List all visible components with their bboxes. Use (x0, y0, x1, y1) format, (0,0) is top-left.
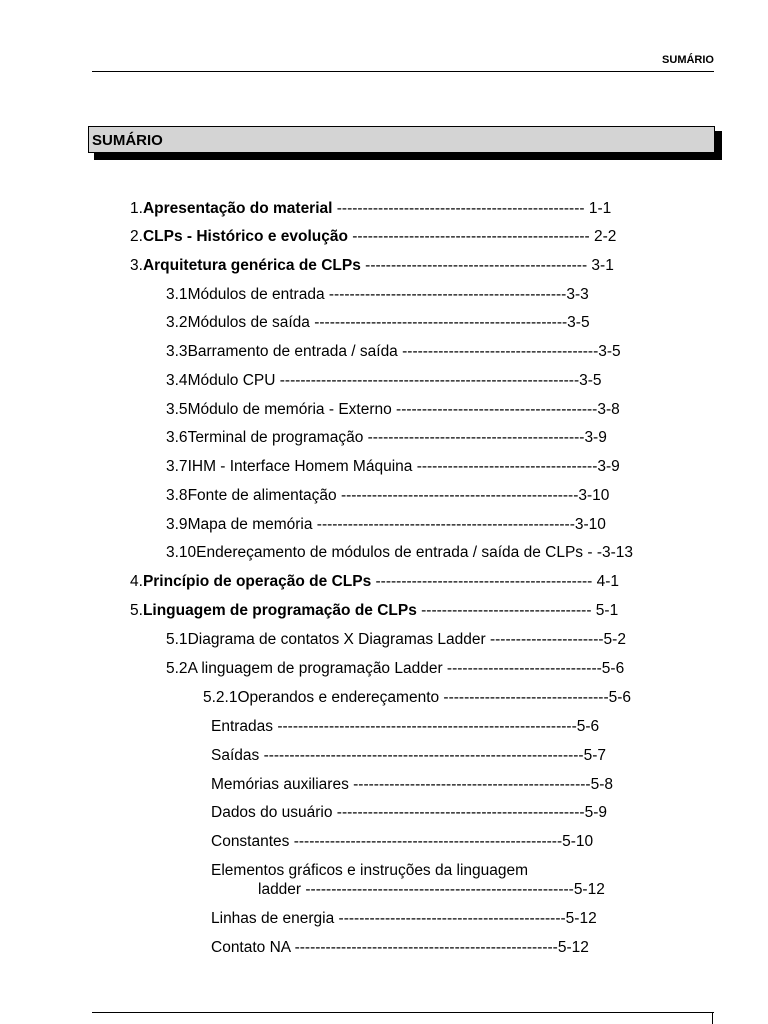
toc-entry-title: Dados do usuário (211, 804, 333, 821)
toc-entry-page: 3-9 (584, 429, 607, 446)
toc-entry-leader: ------------------------------------------------ (332, 804, 585, 821)
toc-entry[interactable] (166, 544, 633, 562)
toc-entry-leader: ---------------------------------------------- (336, 487, 579, 504)
toc-entry-number: 3.9 (166, 516, 188, 533)
toc-entry-title: Operandos e endereçamento (237, 689, 440, 706)
toc-entry-page: 1-1 (584, 200, 612, 217)
toc-entry-title: Entradas (211, 718, 274, 735)
toc-entry-page: 3-13 (602, 544, 634, 561)
toc-entry[interactable] (130, 602, 618, 620)
toc-entry[interactable] (166, 631, 626, 649)
toc-entry-page: 3-8 (597, 401, 620, 418)
toc-entry[interactable] (211, 747, 606, 765)
toc-entry-page: 5-12 (565, 910, 597, 927)
toc-entry-number: 3.8 (166, 487, 188, 504)
toc-entry[interactable] (211, 910, 597, 928)
toc-entry-title: Elementos gráficos e instruções da linguagem (211, 862, 529, 879)
toc-entry-title: Mapa de memória (187, 516, 313, 533)
toc-entry-leader: ---------------------------------------------- (347, 228, 590, 245)
toc-entry-number: 5.2.1 (203, 689, 238, 706)
toc-entry-leader: ---------------------------------------------- (348, 776, 591, 793)
toc-entry-title: Princípio de operação de CLPs (142, 573, 372, 590)
toc-entry-leader: ------------------------------------------- (360, 257, 588, 274)
section-title-box (88, 126, 715, 153)
toc-entry[interactable] (166, 487, 609, 505)
toc-entry-title: Barramento de entrada / saída (187, 343, 398, 360)
toc-entry-title: Módulo CPU (187, 372, 276, 389)
toc-entry-leader: ------------------------------------------------- (309, 314, 568, 331)
footer-rule (92, 1012, 714, 1013)
toc-entry-page: 3-10 (574, 516, 606, 533)
section-title: SUMÁRIO (92, 132, 163, 149)
toc-entry-page: 5-8 (590, 776, 613, 793)
toc-entry-title: Arquitetura genérica de CLPs (142, 257, 361, 274)
toc-entry-page: 5-12 (557, 939, 589, 956)
toc-entry[interactable] (130, 200, 611, 218)
toc-entry-title: Constantes (211, 833, 290, 850)
toc-entry-leader: ------------------------------ (442, 660, 602, 677)
toc-entry-page: 5-10 (562, 833, 594, 850)
toc-entry[interactable] (166, 516, 606, 534)
toc-entry-leader: ------------------------------------------ (371, 573, 593, 590)
toc-entry-title: Memórias auxiliares (211, 776, 349, 793)
toc-entry[interactable] (166, 286, 589, 304)
toc-entry-number: 5. (130, 602, 143, 619)
toc-entry-leader: - - (583, 544, 602, 561)
toc-entry-leader: -------------------------------- (439, 689, 609, 706)
toc-entry-leader: ---------------------------------------------------------- (273, 718, 577, 735)
toc-entry-title: IHM - Interface Homem Máquina (187, 458, 413, 475)
toc-entry-number: 3.6 (166, 429, 188, 446)
toc-entry-title: Endereçamento de módulos de entrada / saída de CLPs (196, 544, 584, 561)
toc-entry[interactable] (166, 343, 621, 361)
toc-entry-title: CLPs - Histórico e evolução (142, 228, 348, 245)
toc-entry[interactable] (211, 804, 607, 822)
toc-entry-number: 3.5 (166, 401, 188, 418)
toc-entry-number: 3.7 (166, 458, 188, 475)
toc-entry-number: 5.1 (166, 631, 188, 648)
toc-entry[interactable] (211, 833, 593, 851)
toc-entry-page: 5-7 (583, 747, 606, 764)
toc-entry-page: 3-1 (587, 257, 614, 274)
toc-entry[interactable] (203, 689, 631, 707)
toc-entry-page: 5-6 (576, 718, 600, 735)
toc-entry[interactable] (166, 660, 624, 678)
toc-entry[interactable] (130, 257, 614, 275)
toc-entry[interactable] (166, 429, 607, 447)
toc-entry[interactable] (258, 881, 605, 899)
footer-tick (712, 1012, 713, 1024)
toc-entry-title: Módulos de saída (187, 314, 310, 331)
toc-entry-title: A linguagem de programação Ladder (187, 660, 443, 677)
toc-entry-title: Contato NA (211, 939, 291, 956)
running-header-title: SUMÁRIO (662, 54, 714, 66)
toc-entry-leader: ------------------------------------------ (363, 429, 585, 446)
running-header (92, 54, 714, 72)
toc-entry-title: ladder (258, 881, 302, 898)
toc-entry-leader: -------------------------------------- (397, 343, 599, 360)
toc-entry-leader: -------------------------------------------------- (312, 516, 575, 533)
toc-entry-number: 3. (130, 257, 143, 274)
toc-entry-page: 5-1 (591, 602, 619, 619)
toc-entry-title: Fonte de alimentação (187, 487, 337, 504)
toc-entry-number: 3.1 (166, 286, 188, 303)
toc-entry-leader: --------------------------------------------------- (290, 939, 558, 956)
toc-entry-leader: --------------------------------- (416, 602, 592, 619)
toc-entry[interactable] (211, 939, 589, 957)
toc-entry-title: Módulo de memória - Externo (187, 401, 392, 418)
toc-entry-leader: -------------------------------------------- (334, 910, 566, 927)
toc-entry-page: 3-5 (567, 314, 590, 331)
toc-entry-leader: --------------------------------------- (391, 401, 598, 418)
toc-entry-leader: -------------------------------------------------------------- (259, 747, 584, 764)
toc-entry-number: 2. (130, 228, 143, 245)
toc-entry-page: 5-6 (601, 660, 625, 677)
toc-entry-leader: ---------------------------------------------- (324, 286, 567, 303)
toc-entry-page: 4-1 (592, 573, 620, 590)
toc-entry-leader: ----------------------------------- (412, 458, 598, 475)
toc-entry-title: Linguagem de programação de CLPs (142, 602, 417, 619)
toc-entry[interactable] (130, 573, 619, 591)
toc-entry-number: 5.2 (166, 660, 188, 677)
toc-entry[interactable] (211, 776, 613, 794)
toc-entry-page: 2-2 (589, 228, 617, 245)
toc-entry[interactable] (130, 228, 616, 246)
toc-entry-leader: ---------------------------------------------------- (289, 833, 563, 850)
toc-entry[interactable] (166, 458, 620, 476)
toc-entry-page: 3-5 (598, 343, 621, 360)
toc-entry[interactable] (211, 718, 599, 736)
toc-entry-title: Saídas (211, 747, 260, 764)
toc-entry-title: Linhas de energia (211, 910, 335, 927)
toc-entry-leader: ---------------------------------------------------------- (275, 372, 580, 389)
toc-entry-number: 4. (130, 573, 143, 590)
toc-entry-title: Diagrama de contatos X Diagramas Ladder (187, 631, 486, 648)
toc-entry-page: 5-2 (603, 631, 626, 648)
toc-entry-page: 5-12 (573, 881, 605, 898)
toc-entry-leader: ---------------------- (485, 631, 604, 648)
toc-entry[interactable] (211, 862, 528, 880)
toc-entry-number: 1. (130, 200, 143, 217)
toc-entry[interactable] (166, 401, 620, 419)
toc-entry-page: 5-9 (584, 804, 607, 821)
toc-entry[interactable] (166, 372, 602, 390)
toc-entry-number: 3.4 (166, 372, 188, 389)
toc-entry-title: Módulos de entrada (187, 286, 325, 303)
toc-entry-page: 3-3 (566, 286, 589, 303)
toc-entry-number: 3.10 (166, 544, 197, 561)
toc-entry-leader: ------------------------------------------------ (332, 200, 585, 217)
toc-entry-title: Apresentação do material (142, 200, 333, 217)
toc-entry-page: 3-10 (578, 487, 610, 504)
toc-entry-title: Terminal de programação (187, 429, 364, 446)
toc-entry-page: 3-9 (597, 458, 620, 475)
toc-entry-number: 3.2 (166, 314, 188, 331)
toc-entry-page: 5-6 (608, 689, 632, 706)
toc-entry[interactable] (166, 314, 590, 332)
toc-entry-number: 3.3 (166, 343, 188, 360)
toc-entry-page: 3-5 (579, 372, 602, 389)
toc-entry-leader: ---------------------------------------------------- (301, 881, 574, 898)
